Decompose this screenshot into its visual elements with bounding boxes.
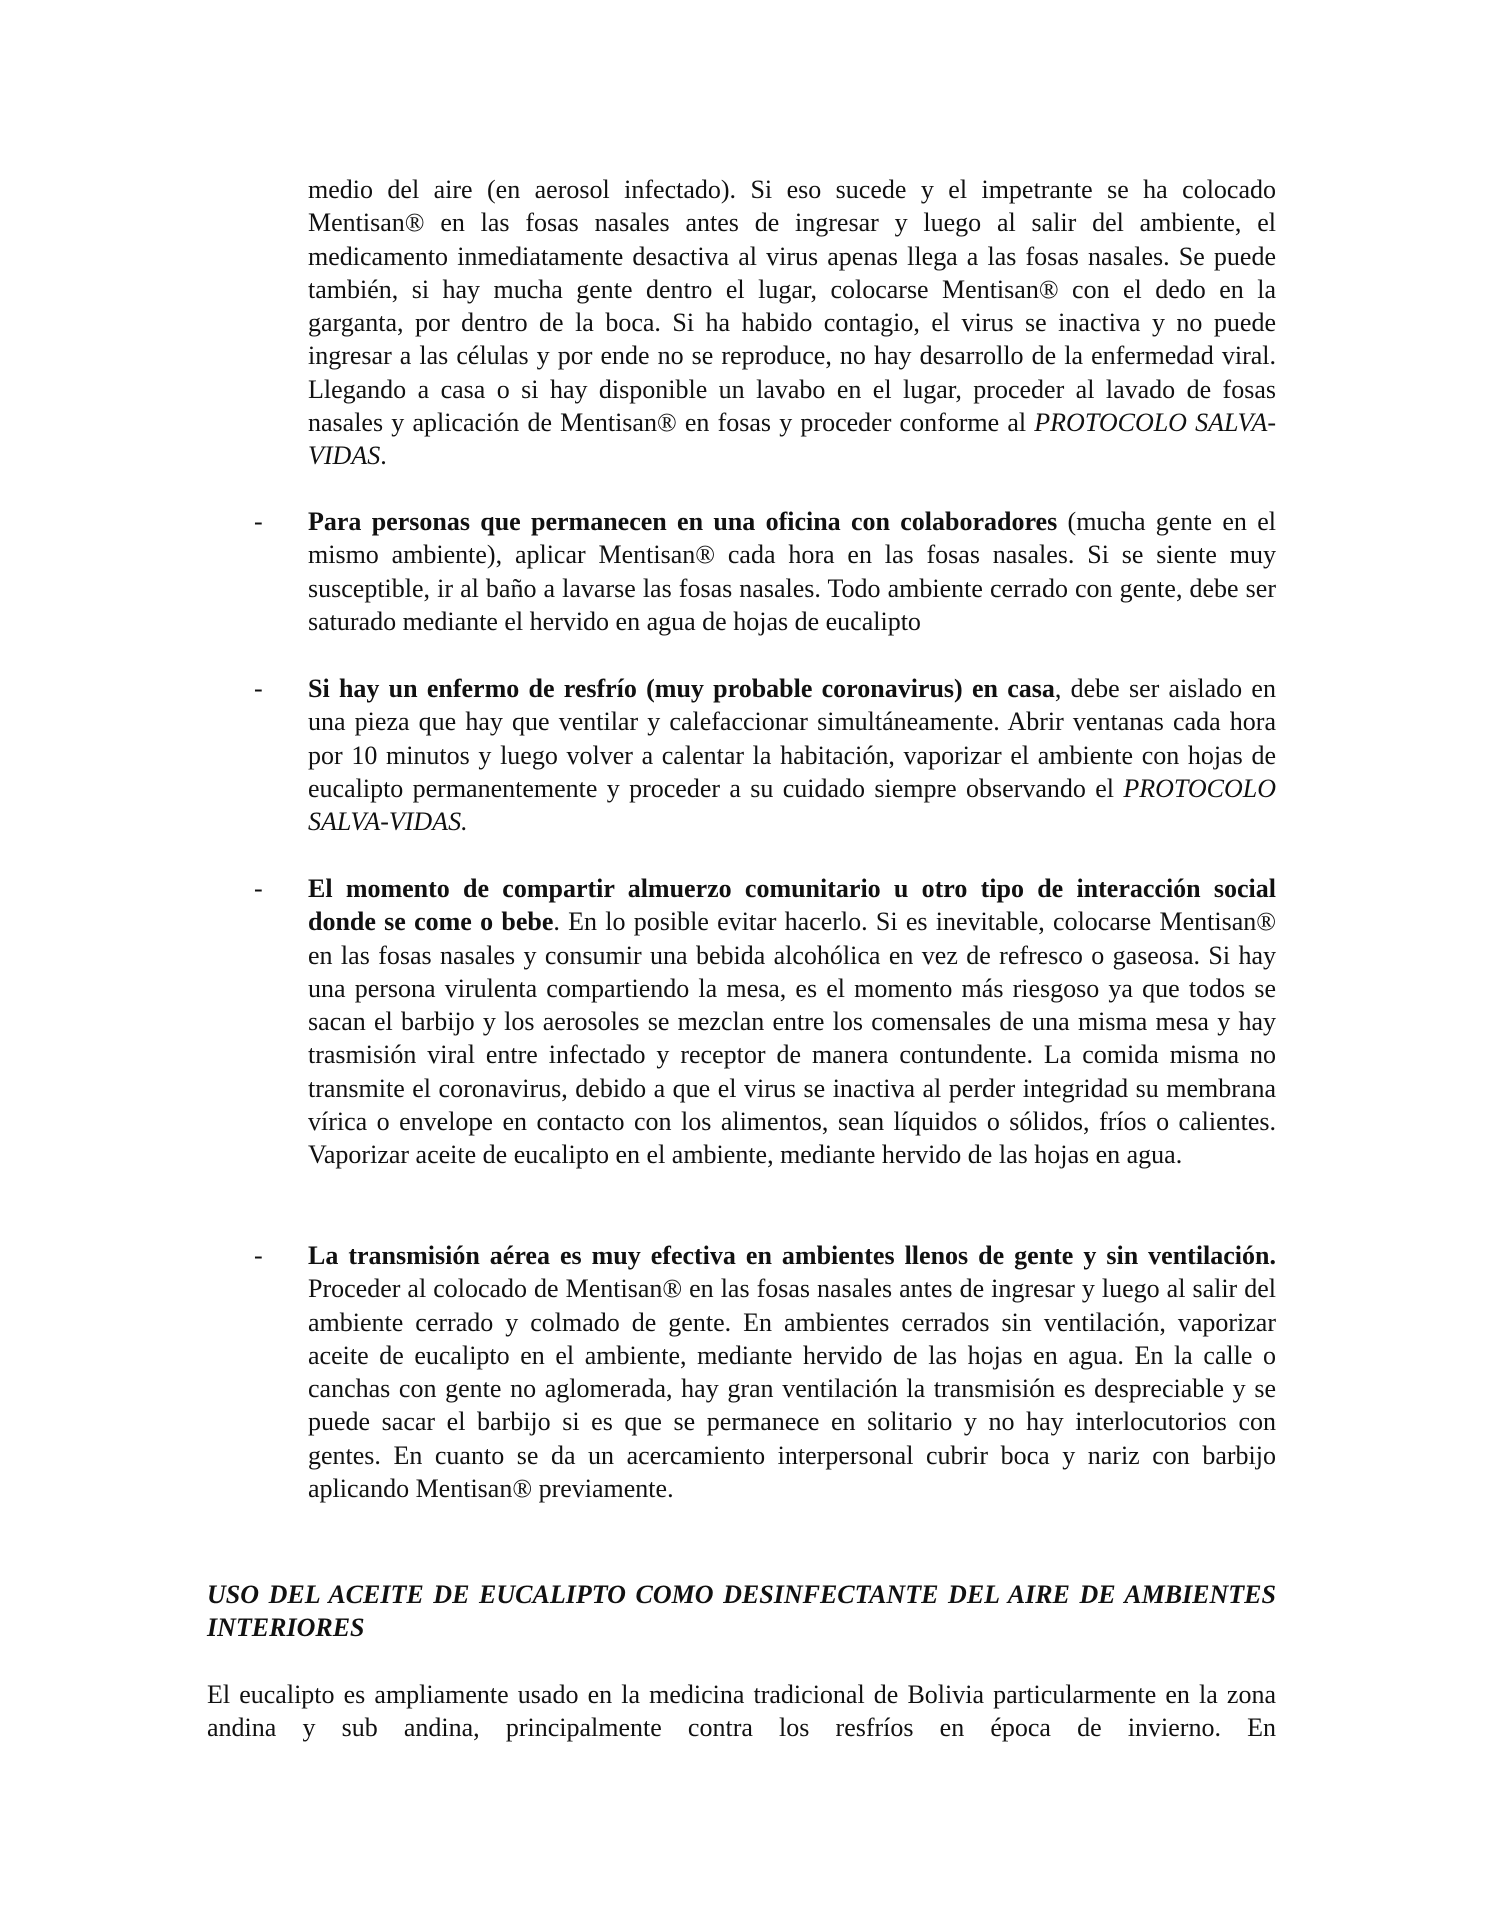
list-item xyxy=(308,672,1276,838)
list-item-bold: El momento de compartir almuerzo comunitario u otro tipo de interacción social donde se come o bebe xyxy=(308,874,1276,937)
bullet-marker: - xyxy=(254,507,263,536)
body-paragraph: El eucalipto es ampliamente usado en la medicina tradicional de Bolivia particularmente en la zona andina y sub andina, principalmente contra los resfríos en época de invierno. En xyxy=(207,1680,1276,1743)
list-item xyxy=(308,1239,1276,1505)
list-item-bold: Si hay un enfermo de resfrío (muy probable coronavirus) en casa xyxy=(308,674,1055,703)
list-item xyxy=(308,505,1276,638)
list-item-text: . En lo posible evitar hacerlo. Si es inevitable, colocarse Mentisan® en las fosas nasales y consumir una bebida alcohólica en vez de refresco o gaseosa. Si hay una persona virulenta compartiendo la mesa, es el momento más riesgoso ya que todos se sacan el barbijo y los aerosoles se mezclan entre los comensales de una misma mesa y hay trasmisión viral entre infectado y receptor de manera contundente. La comida misma no transmite el coronavirus, debido a que el virus se inactiva al perder integridad su membrana vírica o envelope en contacto con los alimentos, sean líquidos o sólidos, fríos o calientes. Vaporizar aceite de eucalipto en el ambiente, mediante hervido de las hojas en agua. xyxy=(308,907,1276,1170)
list-item-text: Proceder al colocado de Mentisan® en las fosas nasales antes de ingresar y luego al salir del ambiente cerrado y colmado de gente. En ambientes cerrados sin ventilación, vaporizar aceite de eucalipto en el ambiente, mediante hervido de las hojas en agua. En la calle o canchas con gente no aglomerada, hay gran ventilación la transmisión es despreciable y se puede sacar el barbijo si es que se permanece en solitario y no hay interlocutorios con gentes. En cuanto se da un acercamiento interpersonal cubrir boca y nariz con barbijo aplicando Mentisan® previamente. xyxy=(308,1274,1276,1504)
continuation-italic: PROTOCOLO SALVA-VIDAS xyxy=(308,408,1277,471)
list-item-text: , debe ser aislado en una pieza que hay que ventilar y calefaccionar simultáneamente. Abrir ventanas cada hora por 10 minutos y luego volver a calentar la habitación, vaporizar el ambiente con hojas de eucalipto permanentemente y proceder a su cuidado siempre observando el xyxy=(308,674,1276,803)
bullet-marker: - xyxy=(254,1241,263,1270)
section-heading: USO DEL ACEITE DE EUCALIPTO COMO DESINFECTANTE DEL AIRE DE AMBIENTES INTERIORES xyxy=(207,1580,1276,1643)
list-item xyxy=(308,872,1276,1172)
list-item-bold: La transmisión aérea es muy efectiva en ambientes llenos de gente y sin ventilación. xyxy=(308,1241,1276,1270)
list-item-bold: Para personas que permanecen en una oficina con colaboradores xyxy=(308,507,1058,536)
list-item-text: (mucha gente en el mismo ambiente), aplicar Mentisan® cada hora en las fosas nasales. Si se siente muy susceptible, ir al baño a lavarse las fosas nasales. Todo ambiente cerrado con gente, debe ser saturado mediante el hervido en agua de hojas de eucalipto xyxy=(308,507,1276,636)
continuation-paragraph xyxy=(308,173,1276,473)
list-item-italic: PROTOCOLO SALVA-VIDAS. xyxy=(308,773,1276,837)
continuation-after: . xyxy=(380,441,387,471)
bullet-marker: - xyxy=(254,674,263,703)
continuation-text: medio del aire (en aerosol infectado). Si eso sucede y el impetrante se ha colocado Mentisan® en las fosas nasales antes de ingresar y luego al salir del ambiente, el medicamento inmediatamente desactiva al virus apenas llega a las fosas nasales. Se puede también, si hay mucha gente dentro el lugar, colocarse Mentisan® con el dedo en la garganta, por dentro de la boca. Si ha habido contagio, el virus se inactiva y no puede ingresar a las células y por ende no se reproduce, no hay desarrollo de la enfermedad viral. Llegando a casa o si hay disponible un lavabo en el lugar, proceder al lavado de fosas nasales y aplicación de Mentisan® en fosas y proceder conforme al xyxy=(308,175,1276,438)
bullet-marker: - xyxy=(254,874,263,903)
